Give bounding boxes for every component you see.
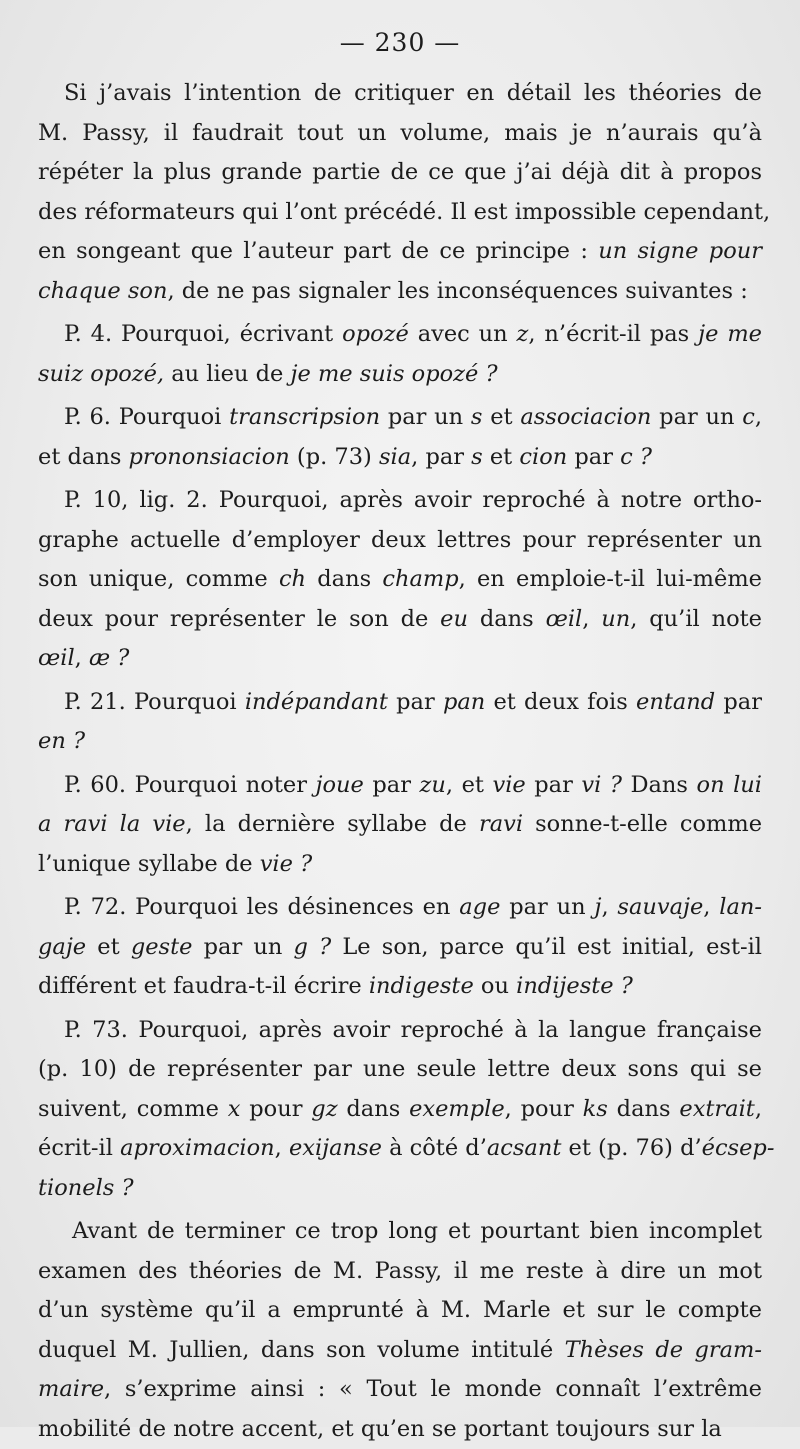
italic-run: joue bbox=[316, 772, 364, 798]
italic-run: je me suis opozé ? bbox=[291, 361, 498, 387]
paragraph bbox=[38, 315, 762, 394]
italic-run: suiz opozé, bbox=[38, 361, 164, 387]
text-line bbox=[38, 683, 762, 723]
text-run: son unique, comme bbox=[38, 566, 279, 592]
paragraph bbox=[38, 398, 762, 477]
italic-run: x bbox=[228, 1096, 241, 1122]
italic-run: gaje bbox=[38, 934, 86, 960]
text-run: sonne-t-elle comme bbox=[523, 811, 762, 837]
italic-run: cion bbox=[519, 444, 567, 470]
italic-run: maire bbox=[38, 1376, 104, 1402]
italic-run: œil bbox=[546, 606, 583, 632]
text-run: et deux fois bbox=[485, 689, 636, 715]
text-run: différent et faudra-t-il écrire bbox=[38, 973, 369, 999]
italic-run: sauvaje bbox=[617, 894, 703, 920]
text-run: écrit-il bbox=[38, 1135, 120, 1161]
text-run: dans bbox=[306, 566, 382, 592]
italic-run: lan- bbox=[719, 894, 762, 920]
italic-run: g ? bbox=[294, 934, 332, 960]
italic-run: gz bbox=[311, 1096, 337, 1122]
italic-run: z bbox=[517, 321, 529, 347]
italic-run: j bbox=[594, 894, 601, 920]
text-line bbox=[38, 1252, 762, 1292]
text-run: P. 4. Pourquoi, écrivant bbox=[64, 321, 342, 347]
text-run: et bbox=[482, 404, 520, 430]
text-run: par bbox=[567, 444, 620, 470]
paragraph bbox=[38, 888, 762, 1007]
italic-run: geste bbox=[131, 934, 193, 960]
italic-run: s bbox=[471, 444, 483, 470]
italic-run: un signe pour bbox=[598, 238, 762, 264]
text-line bbox=[38, 600, 762, 640]
text-run: et (p. 76) d’ bbox=[561, 1135, 701, 1161]
text-run: l’unique syllabe de bbox=[38, 851, 260, 877]
text-line bbox=[38, 1050, 762, 1090]
italic-run: s bbox=[471, 404, 483, 430]
text-run: , bbox=[755, 1096, 762, 1122]
text-line bbox=[38, 766, 762, 806]
text-run: mobilité de notre accent, et qu’en se portant toujours sur la bbox=[38, 1416, 722, 1442]
text-line bbox=[38, 1011, 762, 1051]
text-run: par bbox=[364, 772, 420, 798]
italic-run: acsant bbox=[487, 1135, 562, 1161]
paragraph bbox=[38, 1212, 762, 1449]
italic-run: vie bbox=[493, 772, 526, 798]
paragraph bbox=[38, 74, 762, 311]
text-line bbox=[38, 1129, 762, 1169]
italic-run: un bbox=[601, 606, 630, 632]
text-run: P. 60. Pourquoi noter bbox=[64, 772, 316, 798]
italic-run: on lui bbox=[697, 772, 762, 798]
text-run: par un bbox=[192, 934, 293, 960]
italic-run: exijanse bbox=[289, 1135, 382, 1161]
text-line bbox=[38, 888, 762, 928]
text-run: , par bbox=[411, 444, 471, 470]
text-run: dans bbox=[468, 606, 546, 632]
text-run: Le son, parce qu’il est initial, est-il bbox=[331, 934, 762, 960]
text-line bbox=[38, 1291, 762, 1331]
text-run: , bbox=[703, 894, 719, 920]
italic-run: en ? bbox=[38, 728, 85, 754]
text-run: , et bbox=[446, 772, 493, 798]
text-run: pour bbox=[240, 1096, 311, 1122]
text-line bbox=[38, 805, 762, 845]
italic-run: ch bbox=[279, 566, 306, 592]
text-line bbox=[38, 1410, 762, 1449]
text-run: graphe actuelle d’employer deux lettres pour représenter un bbox=[38, 527, 762, 553]
text-run: en songeant que l’auteur part de ce principe : bbox=[38, 238, 598, 264]
italic-run: pan bbox=[443, 689, 485, 715]
text-run: répéter la plus grande partie de ce que j’ai déjà dit à propos bbox=[38, 159, 762, 185]
text-line bbox=[38, 355, 762, 395]
italic-run: eu bbox=[440, 606, 468, 632]
text-run: duquel M. Jullien, dans son volume intitulé bbox=[38, 1337, 565, 1363]
text-line bbox=[38, 315, 762, 355]
text-line bbox=[38, 74, 762, 114]
text-line bbox=[38, 193, 762, 233]
text-run: par un bbox=[500, 894, 594, 920]
text-run: à côté d’ bbox=[382, 1135, 487, 1161]
text-line bbox=[38, 1090, 762, 1130]
text-run: M. Passy, il faudrait tout un volume, mais je n’aurais qu’à bbox=[38, 120, 762, 146]
text-line bbox=[38, 928, 762, 968]
text-line bbox=[38, 845, 762, 885]
text-run: P. 10, lig. 2. Pourquoi, après avoir reproché à notre ortho- bbox=[64, 487, 762, 513]
body-text bbox=[38, 74, 762, 1449]
text-run: , bbox=[601, 894, 617, 920]
italic-run: tionels ? bbox=[38, 1175, 134, 1201]
italic-run: aproximacion bbox=[120, 1135, 275, 1161]
text-run: , bbox=[275, 1135, 289, 1161]
text-line bbox=[38, 232, 762, 272]
text-run: et dans bbox=[38, 444, 129, 470]
text-run: par un bbox=[380, 404, 471, 430]
text-line bbox=[38, 722, 762, 762]
text-line bbox=[38, 967, 762, 1007]
italic-run: écsep- bbox=[702, 1135, 775, 1161]
text-run: et bbox=[483, 444, 520, 470]
text-run: , en emploie-t-il lui-même bbox=[459, 566, 762, 592]
italic-run: chaque son bbox=[38, 278, 167, 304]
italic-run: ravi bbox=[479, 811, 523, 837]
text-run: Avant de terminer ce trop long et pourtant bien incomplet bbox=[72, 1218, 762, 1244]
italic-run: c ? bbox=[620, 444, 652, 470]
italic-run: exemple bbox=[409, 1096, 505, 1122]
text-run: P. 72. Pourquoi les désinences en bbox=[64, 894, 459, 920]
text-run: ou bbox=[474, 973, 516, 999]
text-run: au lieu de bbox=[164, 361, 290, 387]
text-run: par un bbox=[651, 404, 742, 430]
text-run: , n’écrit-il pas bbox=[528, 321, 698, 347]
italic-run: je me bbox=[698, 321, 762, 347]
text-line bbox=[38, 438, 762, 478]
text-line bbox=[38, 560, 762, 600]
text-run: suivent, comme bbox=[38, 1096, 228, 1122]
italic-run: indigeste bbox=[369, 973, 474, 999]
text-line bbox=[38, 1331, 762, 1371]
italic-run: opozé bbox=[342, 321, 409, 347]
text-run: Dans bbox=[622, 772, 697, 798]
paragraph bbox=[38, 766, 762, 885]
italic-run: vi ? bbox=[581, 772, 622, 798]
text-run: dans bbox=[608, 1096, 680, 1122]
page-number: — 230 — bbox=[0, 28, 800, 57]
text-line bbox=[38, 521, 762, 561]
italic-run: œil bbox=[38, 645, 75, 671]
text-line bbox=[38, 1370, 762, 1410]
text-run: , bbox=[755, 404, 762, 430]
text-run: (p. 73) bbox=[290, 444, 379, 470]
text-run: , bbox=[582, 606, 601, 632]
text-run: , la dernière syllabe de bbox=[186, 811, 479, 837]
italic-run: c bbox=[742, 404, 755, 430]
text-line bbox=[38, 272, 762, 312]
text-run: P. 6. Pourquoi bbox=[64, 404, 229, 430]
text-run: , s’exprime ainsi : « Tout le monde connaît l’extrême bbox=[104, 1376, 762, 1402]
text-run: , de ne pas signaler les inconséquences suivantes : bbox=[167, 278, 747, 304]
italic-run: transcripsion bbox=[229, 404, 380, 430]
italic-run: a ravi la vie bbox=[38, 811, 186, 837]
text-run: P. 21. Pourquoi bbox=[64, 689, 245, 715]
text-line bbox=[38, 1212, 762, 1252]
italic-run: æ ? bbox=[89, 645, 129, 671]
text-line bbox=[38, 153, 762, 193]
text-run: deux pour représenter le son de bbox=[38, 606, 440, 632]
italic-run: entand bbox=[636, 689, 715, 715]
text-run: (p. 10) de représenter par une seule lettre deux sons qui se bbox=[38, 1056, 762, 1082]
italic-run: champ bbox=[382, 566, 458, 592]
paragraph bbox=[38, 481, 762, 679]
text-run: , qu’il note bbox=[630, 606, 762, 632]
text-line bbox=[38, 1169, 762, 1209]
text-line bbox=[38, 481, 762, 521]
text-run: par bbox=[388, 689, 443, 715]
text-run: d’un système qu’il a emprunté à M. Marle et sur le compte bbox=[38, 1297, 762, 1323]
text-line bbox=[38, 639, 762, 679]
text-run: examen des théories de M. Passy, il me reste à dire un mot bbox=[38, 1258, 762, 1284]
text-run: P. 73. Pourquoi, après avoir reproché à la langue française bbox=[64, 1017, 762, 1043]
text-line bbox=[38, 114, 762, 154]
text-run: Si j’avais l’intention de critiquer en détail les théories de bbox=[64, 80, 762, 106]
italic-run: Thèses de gram- bbox=[565, 1337, 762, 1363]
text-run: des réformateurs qui l’ont précédé. Il est impossible cependant, bbox=[38, 199, 770, 225]
text-run: et bbox=[86, 934, 131, 960]
italic-run: indépandant bbox=[245, 689, 388, 715]
italic-run: sia bbox=[379, 444, 411, 470]
italic-run: ks bbox=[583, 1096, 608, 1122]
text-run: , bbox=[75, 645, 89, 671]
text-run: par bbox=[526, 772, 582, 798]
italic-run: zu bbox=[420, 772, 446, 798]
paragraph bbox=[38, 683, 762, 762]
italic-run: age bbox=[459, 894, 500, 920]
italic-run: prononsiacion bbox=[129, 444, 290, 470]
text-run: dans bbox=[338, 1096, 410, 1122]
italic-run: indijeste ? bbox=[516, 973, 633, 999]
text-line bbox=[38, 398, 762, 438]
italic-run: associacion bbox=[520, 404, 651, 430]
italic-run: vie ? bbox=[260, 851, 312, 877]
text-run: par bbox=[715, 689, 762, 715]
text-run: , pour bbox=[505, 1096, 583, 1122]
paragraph bbox=[38, 1011, 762, 1209]
text-run: avec un bbox=[409, 321, 517, 347]
italic-run: extrait bbox=[679, 1096, 754, 1122]
